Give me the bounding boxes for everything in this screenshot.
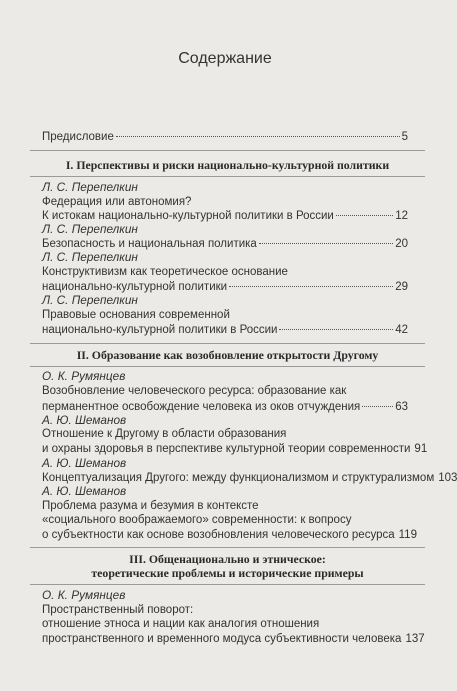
toc-entry[interactable] xyxy=(42,238,408,250)
entry-title-line: отношение этноса и нации как аналогия отношения xyxy=(42,618,320,630)
entry-title-line: «социального воображаемого» современности: к вопросу xyxy=(42,514,352,526)
entry-author: Л. С. Перепелкин xyxy=(42,293,138,307)
leader-dots xyxy=(336,215,393,216)
entry-author: А. Ю. Шеманов xyxy=(42,484,127,498)
entry-title-line: перманентное освобождение человека из оков отчуждения xyxy=(42,401,361,413)
leader-dots xyxy=(279,329,393,330)
entry-title-line: Возобновление человеческого ресурса: образование как xyxy=(42,385,347,397)
toc-entry[interactable] xyxy=(42,401,408,413)
page-number: 63 xyxy=(395,401,408,413)
toc-entry[interactable] xyxy=(42,210,408,222)
entry-author: Л. С. Перепелкин xyxy=(42,250,138,264)
page-number: 5 xyxy=(401,131,408,143)
entry-title-line: и охраны здоровья в перспективе культурной теории современности xyxy=(42,443,411,455)
page-number: 20 xyxy=(395,238,408,250)
entry-title-line: К истокам национально-культурной политики в России xyxy=(42,210,334,222)
entry-title-line: Федерация или автономия? xyxy=(42,196,192,208)
section-divider xyxy=(30,547,425,548)
page-number: 91 xyxy=(414,443,428,455)
page-number: 137 xyxy=(405,633,425,645)
page-number: 12 xyxy=(395,210,408,222)
page-number: 103 xyxy=(438,472,457,484)
page-number: 42 xyxy=(395,324,408,336)
page-number: 29 xyxy=(395,281,408,293)
section-heading: III. Общенационально и этническое: xyxy=(129,552,326,566)
entry-author: А. Ю. Шеманов xyxy=(42,456,127,470)
entry-title-line: национально-культурной политики xyxy=(42,281,228,293)
entry-author: О. К. Румянцев xyxy=(42,369,126,383)
entry-author: Л. С. Перепелкин xyxy=(42,180,138,194)
section-divider xyxy=(30,584,425,585)
toc-entry-preface[interactable] xyxy=(42,131,408,143)
entry-title-line: Безопасность и национальная политика xyxy=(42,238,257,250)
leader-dots xyxy=(116,136,400,137)
entry-title-line: Проблема разума и безумия в контексте xyxy=(42,500,259,512)
section-divider xyxy=(30,150,425,151)
section-heading: II. Образование как возобновление открытости Другому xyxy=(76,348,379,362)
entry-title-line: Конструктивизм как теоретическое основание xyxy=(42,266,288,278)
entry-author: А. Ю. Шеманов xyxy=(42,413,127,427)
page-number: 119 xyxy=(398,529,417,541)
leader-dots xyxy=(362,406,393,407)
section-divider xyxy=(30,343,425,344)
page-title: Содержание xyxy=(178,50,272,67)
leader-dots xyxy=(229,286,393,287)
section-heading-line2: теоретические проблемы и исторические примеры xyxy=(91,566,364,580)
toc-entry[interactable] xyxy=(42,472,457,484)
section-heading: I. Перспективы и риски национально-культурной политики xyxy=(65,158,390,172)
leader-dots xyxy=(259,243,393,244)
entry-author: О. К. Румянцев xyxy=(42,588,126,602)
toc-entry[interactable] xyxy=(42,281,408,293)
entry-title: Предисловие xyxy=(42,131,114,143)
toc-entry[interactable] xyxy=(42,633,425,645)
section-divider xyxy=(30,366,425,367)
entry-title-line: национально-культурной политики в России xyxy=(42,324,278,336)
entry-title-line: о субъектности как основе возобновления человеческого ресурса xyxy=(42,529,395,541)
toc-entry[interactable] xyxy=(42,529,417,541)
entry-author: Л. С. Перепелкин xyxy=(42,222,138,236)
entry-title-line: пространственного и временного модуса субъективности человека xyxy=(42,633,402,645)
entry-title-line: Концептуализация Другого: между функционализмом и структурализмом xyxy=(42,472,435,484)
entry-title-line: Правовые основания современной xyxy=(42,309,230,321)
toc-entry[interactable] xyxy=(42,443,428,455)
toc-entry[interactable] xyxy=(42,324,408,336)
entry-title-line: Отношение к Другому в области образования xyxy=(42,428,287,440)
section-divider xyxy=(30,176,425,177)
entry-title-line: Пространственный поворот: xyxy=(42,604,194,616)
